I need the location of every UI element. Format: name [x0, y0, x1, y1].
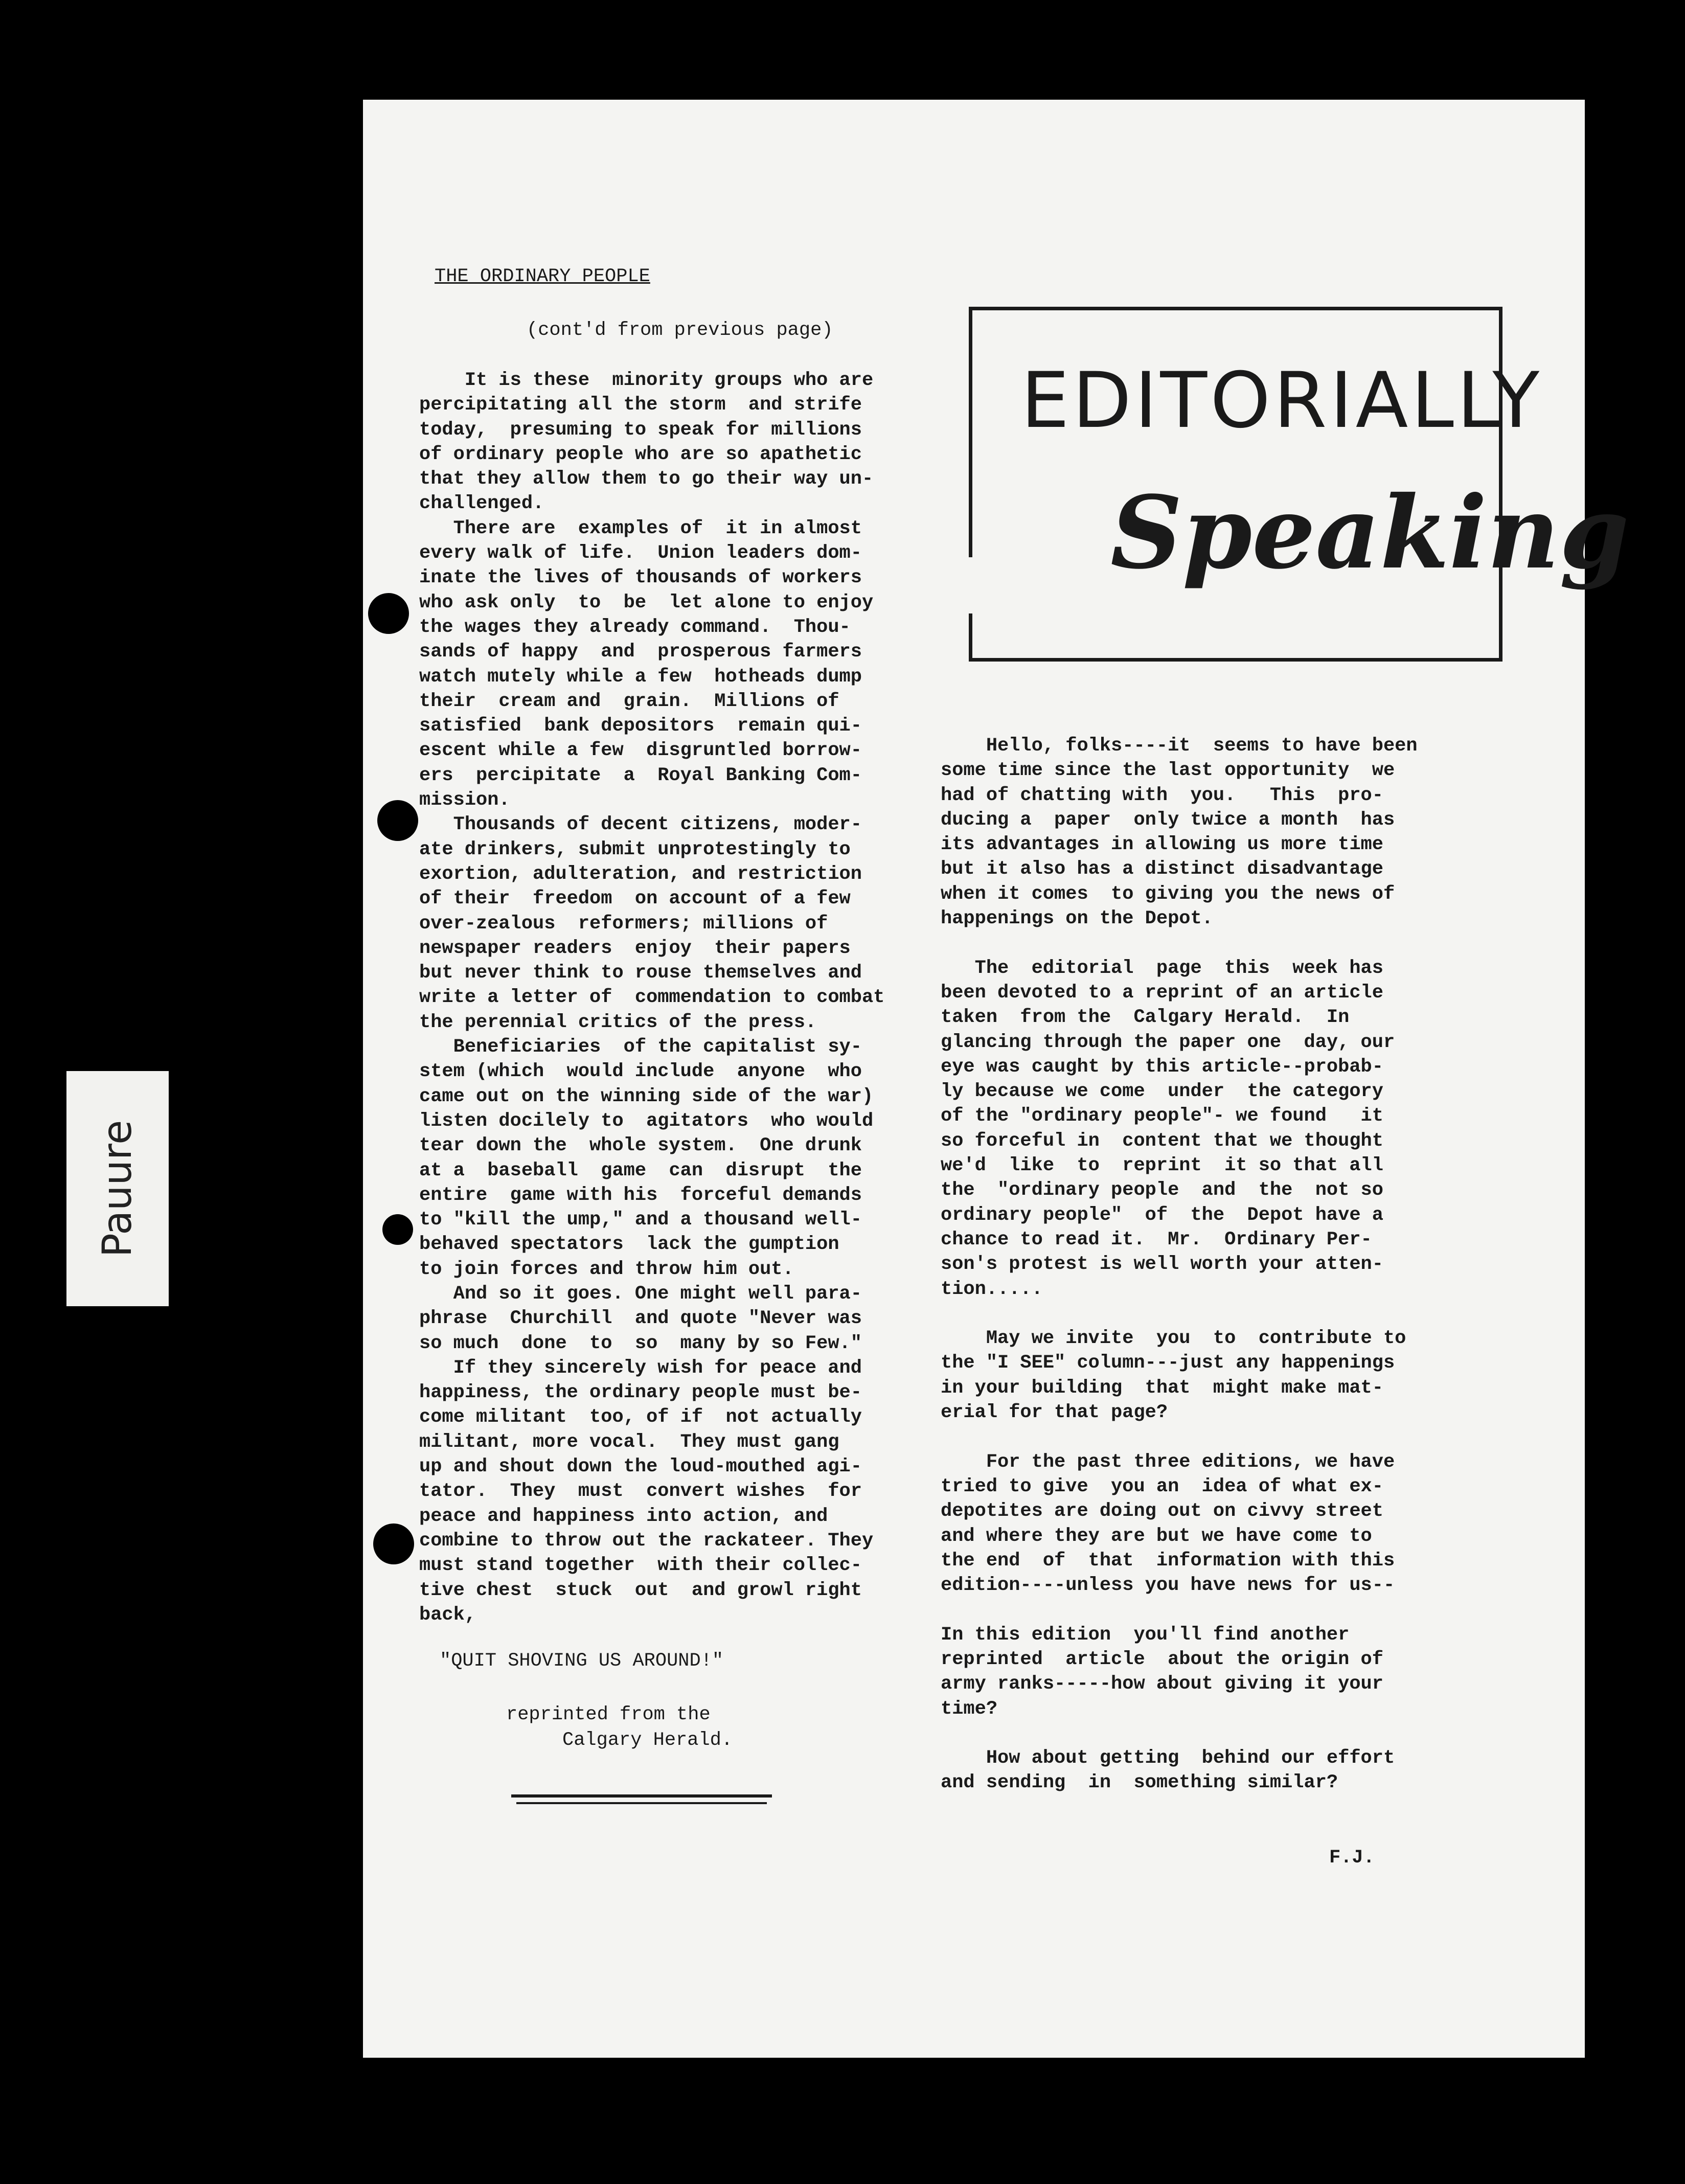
editorial-body-line: and sending in something similar?: [941, 1772, 1338, 1794]
article-body-line: ate drinkers, submit unprotestingly to: [419, 838, 851, 860]
editorial-body-line: we'd like to reprint it so that all: [941, 1155, 1383, 1177]
editorial-body-line: but it also has a distinct disadvantage: [941, 858, 1383, 880]
article-body-line: the wages they already command. Thou-: [419, 616, 851, 638]
editorial-body-line: so forceful in content that we thought: [941, 1130, 1383, 1152]
editorial-body-line: happenings on the Depot.: [941, 908, 1213, 930]
article-body-line: escent while a few disgruntled borrow-: [419, 740, 862, 762]
article-body-line: but never think to rouse themselves and: [419, 962, 862, 984]
article-body-line: must stand together with their collec-: [419, 1555, 862, 1577]
article-body-line: Thousands of decent citizens, moder-: [419, 814, 862, 836]
side-label-text: Pauure: [95, 1120, 141, 1258]
editorial-body-line: army ranks-----how about giving it your: [941, 1673, 1383, 1695]
editorial-body-line: [941, 1425, 1418, 1449]
editorial-body-line: tion.....: [941, 1278, 1043, 1300]
editorial-box-gap: [969, 557, 984, 613]
editorial-signature: F.J.: [1329, 1847, 1375, 1869]
article-body-line: listen docilely to agitators who would: [419, 1110, 874, 1132]
article-body-line: their cream and grain. Millions of: [419, 690, 839, 712]
editorial-body-line: erial for that page?: [941, 1402, 1168, 1424]
editorial-body-line: tried to give you an idea of what ex-: [941, 1475, 1383, 1497]
article-body-line: combine to throw out the rackateer. They: [419, 1530, 874, 1552]
editorial-heading-word1: EDITORIALLY: [1021, 356, 1543, 445]
article-body-line: watch mutely while a few hotheads dump: [419, 666, 862, 688]
editorial-body-line: in your building that might make mat-: [941, 1377, 1383, 1399]
article-body-line: so much done to so many by so Few.": [419, 1332, 862, 1354]
editorial-body-line: [941, 1598, 1418, 1622]
editorial-body-line: the "I SEE" column---just any happenings: [941, 1352, 1395, 1374]
closing-rule-2: [516, 1802, 767, 1804]
editorial-body-line: ordinary people" of the Depot have a: [941, 1204, 1383, 1226]
article-body-line: of their freedom on account of a few: [419, 888, 851, 910]
article-body-line: who ask only to be let alone to enjoy: [419, 592, 874, 613]
article-body-line: newspaper readers enjoy their papers: [419, 937, 851, 959]
article-body-line: ers percipitate a Royal Banking Com-: [419, 764, 862, 786]
article-body-line: inate the lives of thousands of workers: [419, 567, 862, 589]
article-body-line: every walk of life. Union leaders dom-: [419, 542, 862, 564]
article-body-line: come militant too, of if not actually: [419, 1406, 862, 1428]
editorial-body-line: taken from the Calgary Herald. In: [941, 1007, 1350, 1029]
editorial-heading-word2: Speaking: [1110, 474, 1629, 591]
article-body-line: happiness, the ordinary people must be-: [419, 1382, 862, 1404]
article-body-line: sands of happy and prosperous farmers: [419, 641, 862, 663]
editorial-body-line: edition----unless you have news for us--: [941, 1575, 1395, 1597]
punch-hole-1: [368, 593, 409, 634]
editorial-body-line: when it comes to giving you the news of: [941, 883, 1395, 905]
editorial-body-line: its advantages in allowing us more time: [941, 834, 1383, 856]
article-body-line: satisfied bank depositors remain qui-: [419, 715, 862, 737]
editorial-body-line: May we invite you to contribute to: [941, 1328, 1406, 1350]
editorial-body-line: [941, 1302, 1418, 1326]
article-body-line: entire game with his forceful demands: [419, 1184, 862, 1206]
article-body-line: up and shout down the loud-mouthed agi-: [419, 1456, 862, 1478]
article-closing: "QUIT SHOVING US AROUND!": [440, 1650, 724, 1672]
editorial-body: [941, 734, 1418, 1795]
editorial-body-line: had of chatting with you. This pro-: [941, 784, 1383, 806]
editorial-body-line: The editorial page this week has: [941, 957, 1383, 979]
article-body-line: back,: [419, 1604, 476, 1626]
article-body-line: of ordinary people who are so apathetic: [419, 443, 862, 465]
article-body-line: came out on the winning side of the war): [419, 1085, 874, 1107]
article-body-line: mission.: [419, 789, 510, 811]
article-body-line: tive chest stuck out and growl right: [419, 1579, 862, 1601]
article-body-line: peace and happiness into action, and: [419, 1505, 828, 1527]
article-body-line: exortion, adulteration, and restriction: [419, 863, 862, 885]
punch-hole-2: [377, 800, 418, 841]
editorial-body-line: For the past three editions, we have: [941, 1451, 1395, 1473]
editorial-body-line: reprinted article about the origin of: [941, 1648, 1383, 1670]
editorial-body-line: son's protest is well worth your atten-: [941, 1254, 1383, 1276]
article-credit-line2: Calgary Herald.: [562, 1730, 733, 1751]
punch-hole-4: [373, 1523, 414, 1564]
article-body-line: the perennial critics of the press.: [419, 1011, 817, 1033]
editorial-heading-box: [969, 307, 1629, 662]
article-body-line: Beneficiaries of the capitalist sy-: [419, 1036, 862, 1058]
article-body-line: to join forces and throw him out.: [419, 1258, 794, 1280]
article-credit-line1: reprinted from the: [506, 1704, 711, 1725]
article-body-line: If they sincerely wish for peace and: [419, 1357, 862, 1379]
article-body-line: challenged.: [419, 493, 544, 515]
editorial-body-line: ly because we come under the category: [941, 1081, 1383, 1103]
article-body-line: It is these minority groups who are: [419, 370, 874, 391]
editorial-body-line: ducing a paper only twice a month has: [941, 809, 1395, 831]
editorial-body-line: [941, 931, 1418, 956]
article-body-line: stem (which would include anyone who: [419, 1061, 862, 1083]
article-body-line: phrase Churchill and quote "Never was: [419, 1308, 862, 1330]
editorial-body-line: been devoted to a reprint of an article: [941, 982, 1383, 1004]
article-body-line: over-zealous reformers; millions of: [419, 913, 828, 935]
editorial-body-line: time?: [941, 1698, 998, 1720]
editorial-body-line: glancing through the paper one day, our: [941, 1031, 1395, 1053]
editorial-body-line: of the "ordinary people"- we found it: [941, 1105, 1383, 1127]
article-body-line: today, presuming to speak for millions: [419, 419, 862, 441]
article-body-line: behaved spectators lack the gumption: [419, 1234, 839, 1256]
editorial-body-line: In this edition you'll find another: [941, 1624, 1350, 1646]
article-body-line: There are examples of it in almost: [419, 517, 862, 539]
editorial-body-line: the "ordinary people and the not so: [941, 1179, 1383, 1201]
article-body-line: tear down the whole system. One drunk: [419, 1135, 862, 1157]
article-body-line: that they allow them to go their way un-: [419, 468, 874, 490]
editorial-body-line: depotites are doing out on civvy street: [941, 1500, 1383, 1522]
editorial-body-line: the end of that information with this: [941, 1550, 1395, 1572]
article-body-line: tator. They must convert wishes for: [419, 1481, 862, 1503]
article-body-line: And so it goes. One might well para-: [419, 1283, 862, 1305]
editorial-body-line: How about getting behind our effort: [941, 1747, 1395, 1769]
editorial-body-line: and where they are but we have come to: [941, 1525, 1372, 1547]
article-body-line: militant, more vocal. They must gang: [419, 1431, 839, 1453]
editorial-body-line: chance to read it. Mr. Ordinary Per-: [941, 1228, 1372, 1250]
editorial-body-line: Hello, folks----it seems to have been: [941, 735, 1418, 757]
article-body-line: at a baseball game can disrupt the: [419, 1159, 862, 1181]
side-label-card: [66, 1071, 169, 1306]
punch-hole-3: [382, 1214, 413, 1245]
closing-rule-1: [511, 1794, 772, 1798]
editorial-body-line: [941, 1721, 1418, 1746]
continued-note: (cont'd from previous page): [527, 320, 833, 341]
editorial-body-line: some time since the last opportunity we: [941, 760, 1395, 782]
article-title: THE ORDINARY PEOPLE: [435, 266, 650, 287]
article-body: [419, 368, 884, 1627]
editorial-body-line: eye was caught by this article--probab-: [941, 1056, 1383, 1078]
article-body-line: percipitating all the storm and strife: [419, 394, 862, 416]
article-body-line: write a letter of commendation to combat: [419, 987, 885, 1009]
article-body-line: to "kill the ump," and a thousand well-: [419, 1209, 862, 1231]
